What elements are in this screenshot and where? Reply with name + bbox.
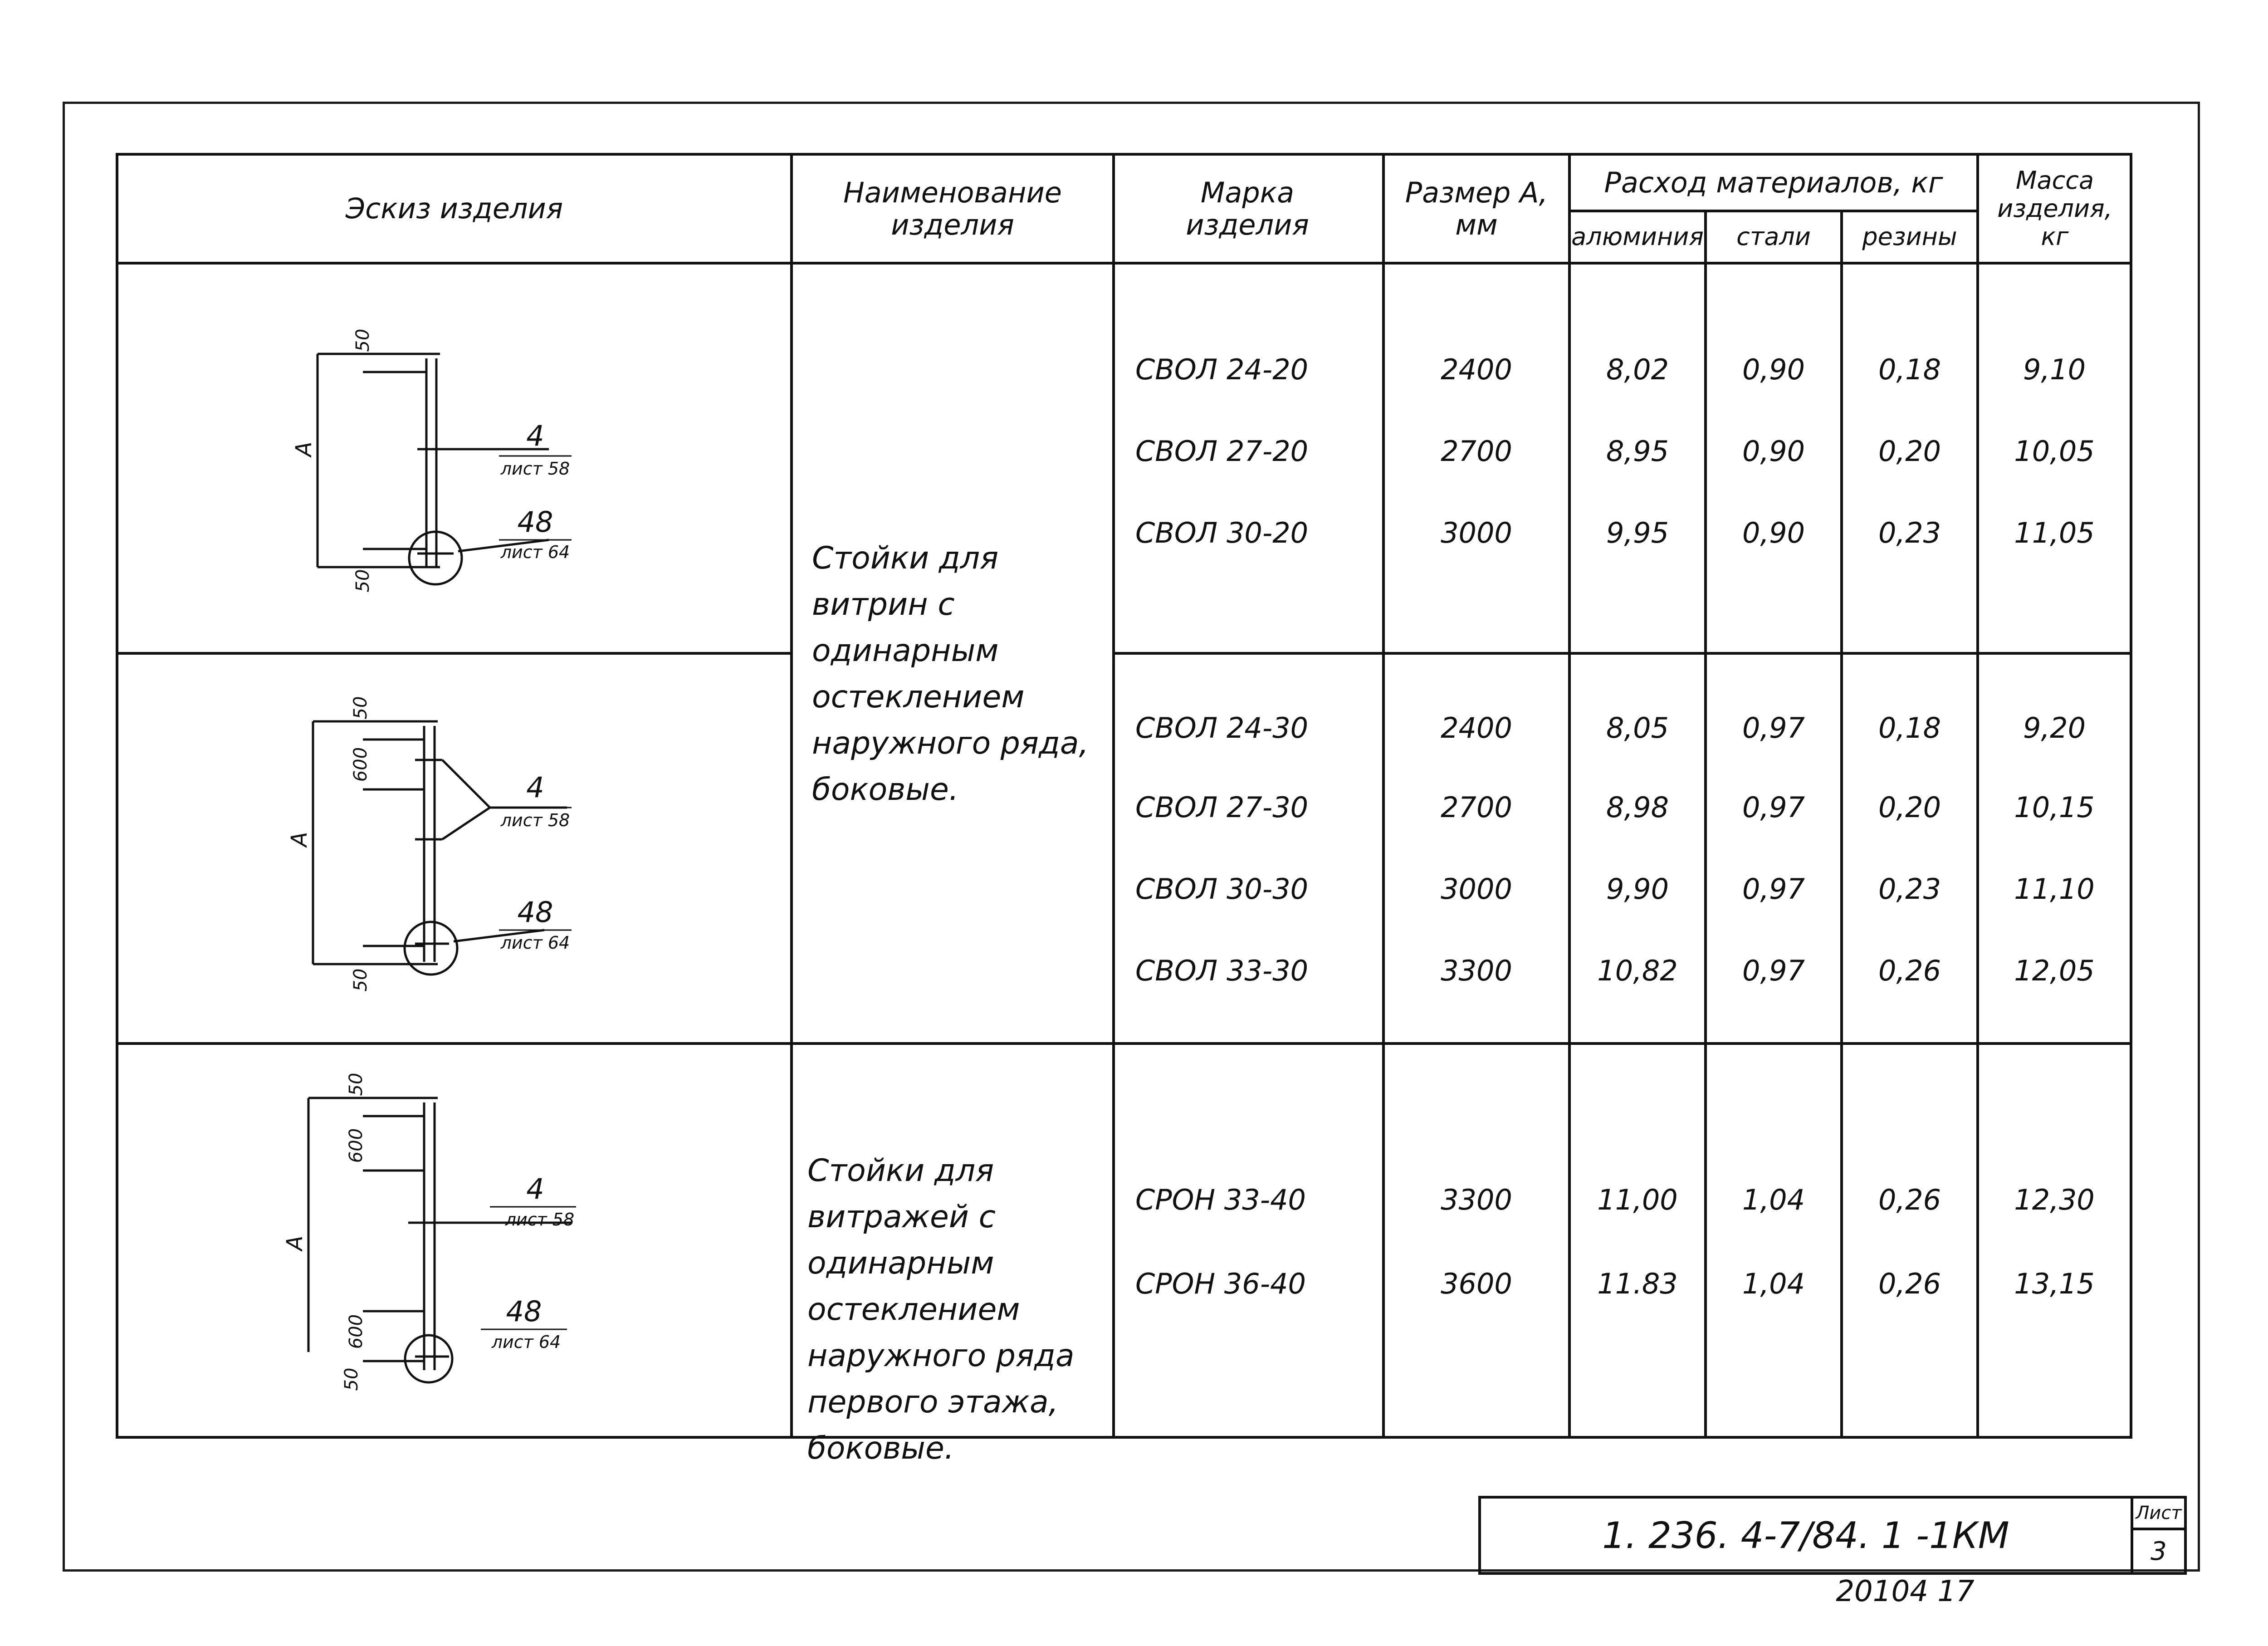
stamp-code: 1. 236. 4-7/84. 1 -1КМ — [1602, 1514, 2009, 1557]
cell-steel: 0,97 — [1742, 711, 1805, 745]
header-materials: Расход материалов, кг — [1604, 166, 1943, 199]
sketch-3-dim-50-top: 50 — [346, 1073, 367, 1096]
cell-steel: 0,97 — [1742, 954, 1805, 988]
sketch-3-dim-600-bottom: 600 — [346, 1314, 367, 1349]
cell-size: 3000 — [1441, 872, 1512, 906]
sketch-1-dim-50-top: 50 — [352, 328, 373, 352]
cell-rubber: 0,23 — [1878, 516, 1941, 550]
cell-mass: 12,30 — [2014, 1183, 2095, 1217]
sketch-2-dim-A: А — [287, 832, 312, 847]
cell-size: 3300 — [1441, 1183, 1512, 1217]
cell-steel: 0,97 — [1742, 872, 1805, 906]
cell-size: 2700 — [1441, 791, 1512, 824]
cell-size: 2700 — [1441, 435, 1512, 468]
sketch-1-detail-4: 4 — [526, 419, 544, 452]
cell-aluminium: 11.83 — [1597, 1267, 1678, 1301]
cell-aluminium: 10,82 — [1597, 954, 1678, 988]
cell-rubber: 0,18 — [1878, 711, 1941, 745]
cell-rubber: 0,20 — [1878, 791, 1941, 824]
sketch-3-dim-A: А — [282, 1235, 308, 1251]
cell-mark: СРОН 36-40 — [1135, 1267, 1306, 1301]
cell-size: 3000 — [1441, 516, 1512, 550]
cell-steel: 0,90 — [1742, 353, 1805, 387]
header-sketch: Эскиз изделия — [345, 192, 563, 225]
cell-steel: 1,04 — [1742, 1183, 1805, 1217]
cell-aluminium: 8,05 — [1606, 711, 1669, 745]
cell-mass: 10,05 — [2014, 435, 2095, 468]
sketch-2-dim-600: 600 — [350, 747, 371, 782]
cell-mass: 12,05 — [2014, 954, 2095, 988]
sketch-1-sheet-64: лист 64 — [500, 542, 570, 562]
cell-aluminium: 9,90 — [1606, 872, 1669, 906]
cell-mass: 11,05 — [2014, 516, 2095, 550]
cell-rubber: 0,18 — [1878, 353, 1941, 387]
cell-size: 3600 — [1441, 1267, 1512, 1301]
cell-size: 3300 — [1441, 954, 1512, 988]
cell-steel: 1,04 — [1742, 1267, 1805, 1301]
cell-mass: 9,10 — [2023, 353, 2086, 387]
cell-rubber: 0,26 — [1878, 1267, 1941, 1301]
cell-rubber: 0,23 — [1878, 872, 1941, 906]
cell-aluminium: 8,98 — [1606, 791, 1669, 824]
cell-mark: СВОЛ 33-30 — [1135, 954, 1309, 988]
sketch-3-detail-4: 4 — [526, 1172, 544, 1205]
header-mark: Марка изделия — [1186, 176, 1309, 241]
cell-mark: СВОЛ 30-20 — [1135, 516, 1309, 550]
group-name-2: Стойки для витражей с одинарным остеклением наружного ряда первого этажа, боковые. — [807, 1153, 1075, 1466]
stamp-sheet-number: 3 — [2151, 1536, 2167, 1566]
cell-mass: 13,15 — [2014, 1267, 2095, 1301]
sketch-1-dim-50-bottom: 50 — [352, 569, 373, 593]
header-size: Размер А, мм — [1405, 176, 1548, 241]
cell-mark: СРОН 33-40 — [1135, 1183, 1306, 1217]
cell-aluminium: 11,00 — [1597, 1183, 1678, 1217]
cell-aluminium: 9,95 — [1606, 516, 1669, 550]
sketch-3-dim-600-top: 600 — [346, 1128, 367, 1163]
sketch-1-sheet-58: лист 58 — [500, 459, 570, 479]
stamp-sheet-label: Лист — [2136, 1503, 2182, 1524]
cell-mark: СВОЛ 27-20 — [1135, 435, 1309, 468]
sketch-1-detail-48: 48 — [517, 505, 553, 539]
cell-rubber: 0,20 — [1878, 435, 1941, 468]
header-steel: стали — [1736, 222, 1811, 251]
cell-size: 2400 — [1441, 711, 1512, 745]
cell-steel: 0,90 — [1742, 516, 1805, 550]
sketch-3-dim-50-bottom: 50 — [341, 1367, 362, 1391]
cell-steel: 0,90 — [1742, 435, 1805, 468]
bottom-number: 20104 17 — [1836, 1578, 1975, 1605]
header-rubber: резины — [1862, 222, 1957, 251]
sketch-2-dim-50-top: 50 — [350, 696, 371, 720]
cell-mark: СВОЛ 24-30 — [1135, 711, 1309, 745]
header-mass: Масса изделия, кг — [1997, 166, 2112, 251]
sketch-2-detail-48: 48 — [517, 895, 553, 929]
cell-size: 2400 — [1441, 353, 1512, 387]
sketch-2-sheet-58: лист 58 — [500, 810, 570, 830]
sketch-1-dim-A: А — [291, 441, 317, 457]
cell-rubber: 0,26 — [1878, 954, 1941, 988]
cell-rubber: 0,26 — [1878, 1183, 1941, 1217]
sketch-3-sheet-58: лист 58 — [505, 1210, 575, 1230]
cell-mass: 9,20 — [2023, 711, 2086, 745]
cell-mark: СВОЛ 24-20 — [1135, 353, 1309, 387]
sketch-2-detail-4: 4 — [526, 770, 544, 804]
cell-steel: 0,97 — [1742, 791, 1805, 824]
sketch-2-dim-50-bottom: 50 — [350, 968, 371, 992]
header-aluminium: алюминия — [1571, 222, 1704, 251]
cell-aluminium: 8,02 — [1606, 353, 1669, 387]
header-name: Наименование изделия — [843, 176, 1062, 241]
sketch-3-detail-48: 48 — [506, 1294, 542, 1328]
cell-mark: СВОЛ 27-30 — [1135, 791, 1309, 824]
cell-mark: СВОЛ 30-30 — [1135, 872, 1309, 906]
cell-mass: 11,10 — [2014, 872, 2095, 906]
sketch-2-sheet-64: лист 64 — [500, 933, 570, 953]
cell-aluminium: 8,95 — [1606, 435, 1669, 468]
cell-mass: 10,15 — [2014, 791, 2095, 824]
sketch-3-sheet-64: лист 64 — [491, 1332, 561, 1352]
group-name-1: Стойки для витрин с одинарным остеклением наружного ряда, боковые. — [812, 540, 1089, 808]
